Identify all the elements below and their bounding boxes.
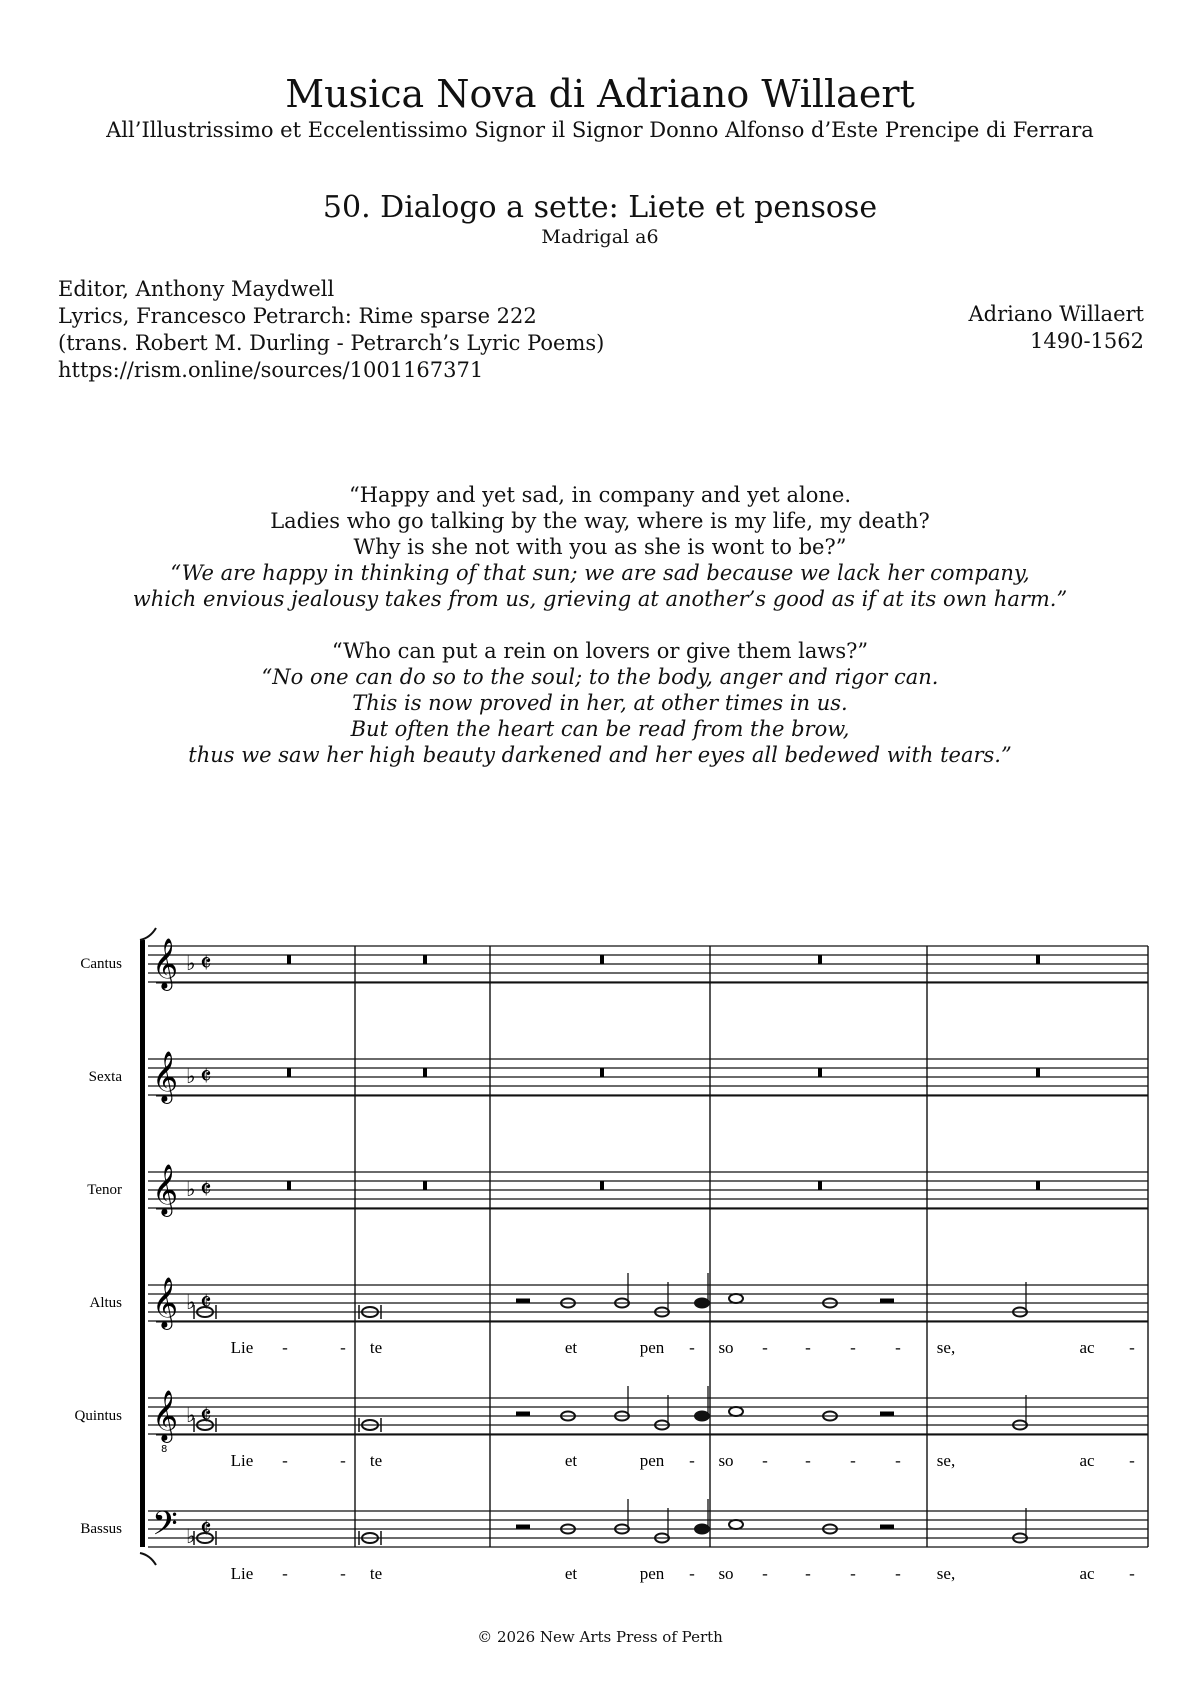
bass-clef-icon: 𝄢 [152,1505,178,1551]
lyric-syllable: - [1129,1338,1135,1357]
poem-line: which envious jealousy takes from us, grieving at another’s good as if at its own harm.” [132,587,1068,611]
voice-label: Altus [89,1295,122,1311]
lyric-syllable: se, [936,1564,956,1583]
whole-note [729,1520,743,1529]
lyric-syllable: - [1129,1564,1135,1583]
flat-icon: ♭ [186,1524,196,1548]
half-rest [880,1299,894,1303]
translation-credit: (trans. Robert M. Durling - Petrarch’s Lyric Poems) [58,331,605,355]
lyric-syllable: - [340,1564,346,1583]
editor-credit: Editor, Anthony Maydwell [58,277,335,301]
voice-label: Sexta [88,1069,122,1085]
lyric-syllable: - [850,1451,856,1470]
voice-label: Bassus [80,1521,122,1537]
lyric-syllable: - [805,1338,811,1357]
lyric-syllable: so [718,1564,734,1583]
flat-icon: ♭ [186,1177,196,1201]
treble-clef-icon: 𝄞 [152,1164,179,1215]
poem-line: “Happy and yet sad, in company and yet alone. [349,483,851,507]
lyric-syllable: - [762,1338,768,1357]
voice-label: Quintus [74,1408,122,1424]
poem-line: thus we saw her high beauty darkened and her eyes all bedewed with tears.” [188,743,1012,767]
breve-rest [423,1068,427,1077]
poem-line: “We are happy in thinking of that sun; we are sad because we lack her company, [170,561,1030,585]
cut-time-icon: 𝄵 [200,949,212,979]
lyric-syllable: Lie [230,1451,254,1470]
lyric-syllable: pen [639,1451,665,1470]
score-system [74,928,1148,1583]
lyric-syllable: - [805,1451,811,1470]
composer-dates: 1490-1562 [1030,329,1144,353]
lyric-syllable: - [805,1564,811,1583]
half-rest [880,1412,894,1416]
cut-time-icon: 𝄵 [200,1514,212,1544]
breve-rest [287,1181,291,1190]
breve-rest [818,955,822,964]
breve-rest [1036,1068,1040,1077]
lyric-syllable: et [564,1338,578,1357]
poem-line: But often the heart can be read from the brow, [350,717,850,741]
lyric-syllable: - [282,1451,288,1470]
voice-label: Tenor [87,1182,122,1198]
breve-rest [1036,955,1040,964]
breve-rest [600,1181,604,1190]
lyric-syllable: pen [639,1564,665,1583]
lyric-syllable: Lie [230,1564,254,1583]
composer-name: Adriano Willaert [968,302,1144,326]
lyric-syllable: - [850,1564,856,1583]
lyric-syllable: te [369,1338,383,1357]
quarter-note [695,1412,709,1421]
breve-rest [423,955,427,964]
breve-rest [818,1181,822,1190]
breve-rest [600,1068,604,1077]
lyric-syllable: - [282,1564,288,1583]
piece-subtitle: Madrigal a6 [541,226,659,248]
quarter-note [695,1299,709,1308]
quarter-note [695,1525,709,1534]
half-rest [516,1525,530,1529]
flat-icon: ♭ [186,951,196,975]
flat-icon: ♭ [186,1403,196,1427]
poem-line: “No one can do so to the soul; to the body, anger and rigor can. [261,665,939,689]
lyric-syllable: ac [1079,1451,1095,1470]
bracket-bottom-hook [140,1553,156,1565]
flat-icon: ♭ [186,1290,196,1314]
whole-note [729,1407,743,1416]
lyrics-credit: Lyrics, Francesco Petrarch: Rime sparse 222 [58,304,537,328]
lyric-syllable: et [564,1564,578,1583]
treble-clef-icon: 𝄞 [152,938,179,989]
lyric-syllable: - [689,1338,695,1357]
copyright-footer: © 2026 New Arts Press of Perth [477,1628,723,1646]
piece-title: 50. Dialogo a sette: Liete et pensose [322,190,878,225]
treble-clef-icon: 𝄞 [152,1277,179,1328]
document-title: Musica Nova di Adriano Willaert [285,72,915,116]
lyric-syllable: Lie [230,1338,254,1357]
lyric-syllable: - [762,1451,768,1470]
lyric-syllable: so [718,1451,734,1470]
lyric-syllable: ac [1079,1338,1095,1357]
treble-clef-icon: 𝄞 [152,1051,179,1102]
breve-rest [1036,1181,1040,1190]
lyric-syllable: te [369,1451,383,1470]
octave-mark-icon: 8 [161,1444,168,1455]
cut-time-icon: 𝄵 [200,1175,212,1205]
cut-time-icon: 𝄵 [200,1062,212,1092]
lyric-syllable: se, [936,1338,956,1357]
lyric-syllable: - [282,1338,288,1357]
breve-rest [423,1181,427,1190]
source-link[interactable]: https://rism.online/sources/1001167371 [58,358,484,382]
lyric-syllable: - [895,1338,901,1357]
cut-time-icon: 𝄵 [200,1401,212,1431]
lyric-syllable: - [689,1451,695,1470]
flat-icon: ♭ [186,1064,196,1088]
lyric-syllable: - [340,1451,346,1470]
poem-line: Why is she not with you as she is wont to be?” [353,535,847,559]
cut-time-icon: 𝄵 [200,1288,212,1318]
lyric-syllable: - [895,1451,901,1470]
lyric-syllable: - [762,1564,768,1583]
breve-rest [818,1068,822,1077]
half-rest [516,1299,530,1303]
lyric-syllable: so [718,1338,734,1357]
half-rest [880,1525,894,1529]
lyric-syllable: et [564,1451,578,1470]
lyric-syllable: - [340,1338,346,1357]
whole-note [729,1294,743,1303]
voice-label: Cantus [80,956,122,972]
treble-clef-icon: 𝄞 [152,1390,179,1441]
lyric-syllable: se, [936,1451,956,1470]
poem-line: “Who can put a rein on lovers or give them laws?” [331,639,869,663]
lyric-syllable: - [895,1564,901,1583]
lyric-syllable: - [1129,1451,1135,1470]
breve-rest [287,955,291,964]
system-bracket [140,940,145,1547]
lyric-syllable: pen [639,1338,665,1357]
lyric-syllable: - [689,1564,695,1583]
dedication: All’Illustrissimo et Eccelentissimo Signor il Signor Donno Alfonso d’Este Prencipe di Ferrara [106,118,1094,142]
breve-rest [600,955,604,964]
lyric-syllable: te [369,1564,383,1583]
half-rest [516,1412,530,1416]
poem-line: This is now proved in her, at other times in us. [352,691,848,715]
breve-rest [287,1068,291,1077]
lyric-syllable: - [850,1338,856,1357]
lyric-syllable: ac [1079,1564,1095,1583]
poem-line: Ladies who go talking by the way, where is my life, my death? [270,509,930,533]
